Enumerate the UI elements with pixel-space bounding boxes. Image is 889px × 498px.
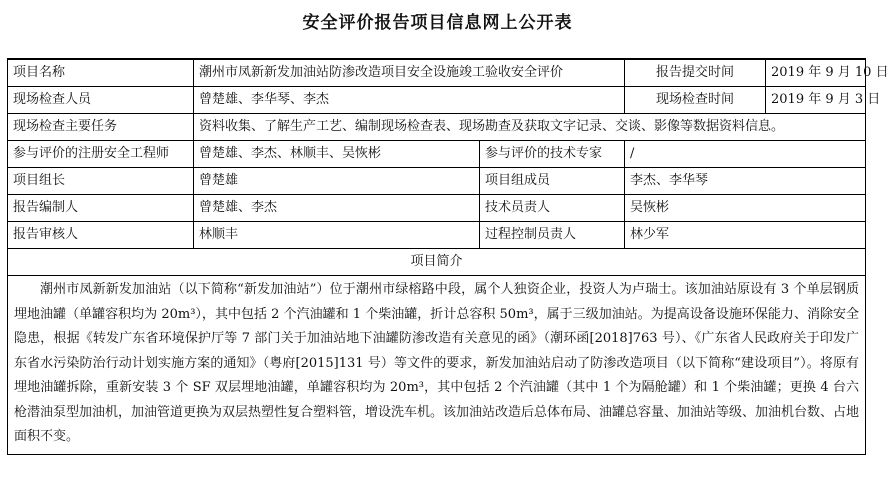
engineers-value: 曾楚雄、李杰、林顺丰、吴恢彬 — [194, 141, 480, 168]
inspect-time-value: 2019 年 9 月 3 日 — [766, 87, 866, 114]
tasks-value: 资料收集、了解生产工艺、编制现场检查表、现场勘查及获取文字记录、交谈、影像等数据资料信息。 — [194, 114, 866, 141]
inspectors-label: 现场检查人员 — [8, 87, 194, 114]
leader-value: 曾楚雄 — [194, 168, 480, 195]
engineers-label: 参与评价的注册安全工程师 — [8, 141, 194, 168]
table-row — [8, 141, 866, 168]
tech-lead-label: 技术员责人 — [480, 195, 625, 222]
project-name-label: 项目名称 — [8, 59, 194, 87]
members-label: 项目组成员 — [480, 168, 625, 195]
leader-label: 项目组长 — [8, 168, 194, 195]
authors-label: 报告编制人 — [8, 195, 194, 222]
table-row — [8, 59, 866, 87]
table-row — [8, 222, 866, 249]
authors-value: 曾楚雄、李杰 — [194, 195, 480, 222]
project-name-value: 潮州市凤新新发加油站防渗改造项目安全设施竣工验收安全评价 — [194, 59, 625, 87]
intro-heading: 项目简介 — [8, 249, 866, 276]
experts-value: / — [625, 141, 866, 168]
table-row — [8, 87, 866, 114]
reviewer-label: 报告审核人 — [8, 222, 194, 249]
members-value: 李杰、李华琴 — [625, 168, 866, 195]
table-row — [8, 114, 866, 141]
process-lead-value: 林少军 — [625, 222, 866, 249]
submit-time-label: 报告提交时间 — [625, 59, 766, 87]
tech-lead-value: 吴恢彬 — [625, 195, 866, 222]
inspectors-value: 曾楚雄、李华琴、李杰 — [194, 87, 625, 114]
page-title: 安全评价报告项目信息网上公开表 — [302, 13, 573, 33]
inspect-time-label: 现场检查时间 — [625, 87, 766, 114]
experts-label: 参与评价的技术专家 — [480, 141, 625, 168]
reviewer-value: 林顺丰 — [194, 222, 480, 249]
intro-text: 潮州市凤新新发加油站（以下简称“新发加油站”）位于潮州市绿榕路中段，属个人独资企业，投资人为卢瑞士。该加油站原设有 3 个单层钢质埋地油罐（单罐容积均为 20m³），其中包括 2 个汽油罐和 1 个柴油罐，折计总容积 50m³，属于三级加油站。为提高设备设施环保能力、消除安全隐患，根据《转发广东省环境保护厅等 7 部门关于加油站地下油罐防渗改造有关意见的函》（潮环函[2018]763 号）、《广东省人民政府关于印发广东省水污染防治行动计划实施方案的通知》（粤府[2015]131 号）等文件的要求，新发加油站启动了防渗改造项目（以下简称“建设项目”）。将原有埋地油罐拆除，重新安装 3 个 SF 双层埋地油罐，单罐容积均为 20m³，其中包括 2 个汽油罐（其中 1 个为隔舱罐）和 1 个柴油罐；更换 4 台六枪潜油泵型加油机，加油管道更换为双层热塑性复合塑料管，增设洗车机。该加油站改造后总体布局、油罐总容量、加油站等级、加油机台数、占地面积不变。 — [8, 276, 866, 455]
table-row — [8, 195, 866, 222]
process-lead-label: 过程控制员责人 — [480, 222, 625, 249]
info-table — [7, 58, 889, 455]
tasks-label: 现场检查主要任务 — [8, 114, 194, 141]
table-row — [8, 249, 866, 276]
submit-time-value: 2019 年 9 月 10 日 — [766, 59, 866, 87]
table-row — [8, 168, 866, 195]
table-row — [8, 276, 866, 455]
